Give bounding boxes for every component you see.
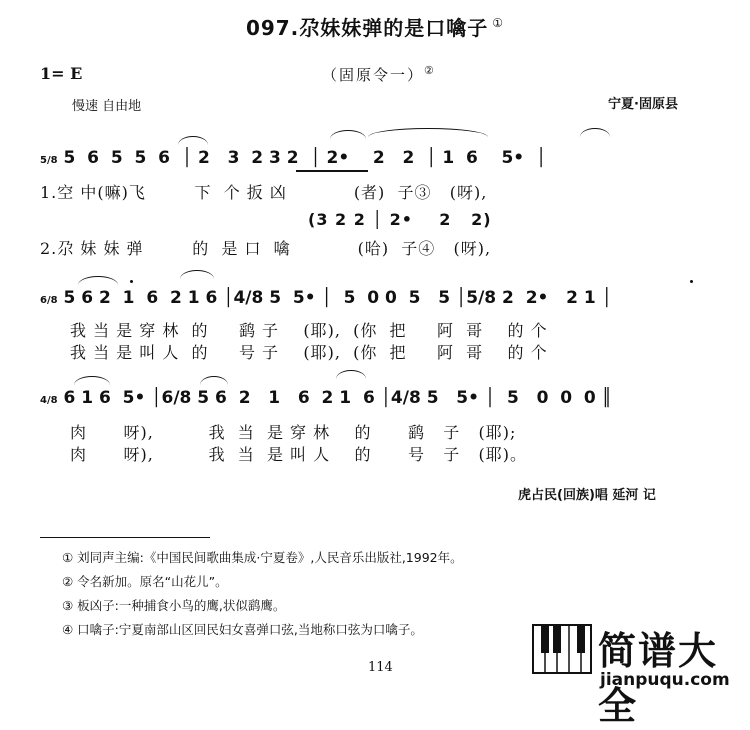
time-signature: 6/8 (40, 295, 58, 306)
song-title: 097.尕妹妹弹的是口噙子 ① (245, 16, 505, 40)
tempo-marking: 慢速 自由地 (72, 99, 142, 114)
notes-line-1: 5 6 5 5 6 │ 2 3 2 3 2 │ 2• 2 2 │ 1 6 5• │ (63, 148, 547, 168)
title-footnote-mark: ① (492, 16, 505, 31)
time-signature: 4/8 (40, 395, 58, 406)
lyrics-verse-1-line-2: 我 当 是 穿 林 的 鹞 子 (耶), (你 把 阿 哥 的 个 (70, 321, 548, 340)
footnote-2: ② 令名新加。原名“山花儿”。 (62, 574, 228, 589)
score-line-2 (40, 288, 612, 308)
lyrics-verse-1-line-3: 肉 呀), 我 当 是 穿 林 的 鹞 子 (耶); (70, 423, 517, 442)
slur (330, 130, 366, 139)
region: 宁夏·固原县 (608, 97, 678, 112)
lyrics-verse-1-line-1: 1.空 中(嘛)飞 下 个 扳 凶 (者) 子③ (呀), (40, 183, 488, 202)
slur (78, 276, 118, 285)
slur (180, 270, 214, 279)
tune-footnote-mark: ② (424, 64, 436, 77)
notes-line-2: 5 6 2 1 6 2 1 6 │4/8 5 5• │ 5 0 0 5 5 │5/8 2 2• 2 1 │ (63, 288, 612, 308)
page-number: 114 (368, 660, 393, 675)
footnote-3: ③ 板凶子:一种捕食小鸟的鹰,状似鹞鹰。 (62, 598, 286, 613)
lyrics-verse-2-line-2: 我 当 是 叫 人 的 号 子 (耶), (你 把 阿 哥 的 个 (70, 343, 548, 362)
high-octave-dot (690, 280, 693, 283)
slur (368, 128, 488, 137)
notes-line-3: 6 1 6 5• │6/8 5 6 2 1 6 2 1 6 │4/8 5 5• │ 5 0 0 0 ║ (63, 388, 612, 408)
slur (580, 128, 610, 137)
slur (178, 136, 208, 145)
watermark-logo[interactable] (532, 620, 744, 728)
footnote-4: ④ 口噙子:宁夏南部山区回民妇女喜弹口弦,当地称口弦为口噙子。 (62, 622, 423, 637)
footnote-divider (40, 537, 210, 538)
high-octave-dot (130, 280, 133, 283)
lyrics-verse-2-line-3: 肉 呀), 我 当 是 叫 人 的 号 子 (耶)。 (70, 445, 527, 464)
verse-2-variant-notes: (3 2 2 │ 2• 2 2) (308, 210, 492, 229)
tune-name: （固原令一）② (322, 64, 436, 84)
piano-icon (532, 624, 592, 674)
score-line-3 (40, 388, 612, 408)
slur (200, 376, 228, 385)
watermark-name: 简谱大全 (598, 629, 719, 728)
slur (336, 370, 366, 379)
key-signature: 1= E (40, 64, 83, 83)
score-line-1 (40, 148, 546, 168)
footnote-1: ① 刘同声主编:《中国民间歌曲集成·宁夏卷》,人民音乐出版社,1992年。 (62, 550, 463, 565)
slur (74, 376, 110, 385)
watermark-url: jianpuqu.com (600, 670, 730, 690)
time-signature: 5/8 (40, 155, 58, 166)
performer-credit: 虎占民(回族)唱 延河 记 (518, 488, 656, 503)
lyrics-verse-2-line-1: 2.尕 妹 妹 弹 的 是 口 噙 (哈) 子④ (呀), (40, 239, 492, 258)
beam (296, 170, 368, 172)
